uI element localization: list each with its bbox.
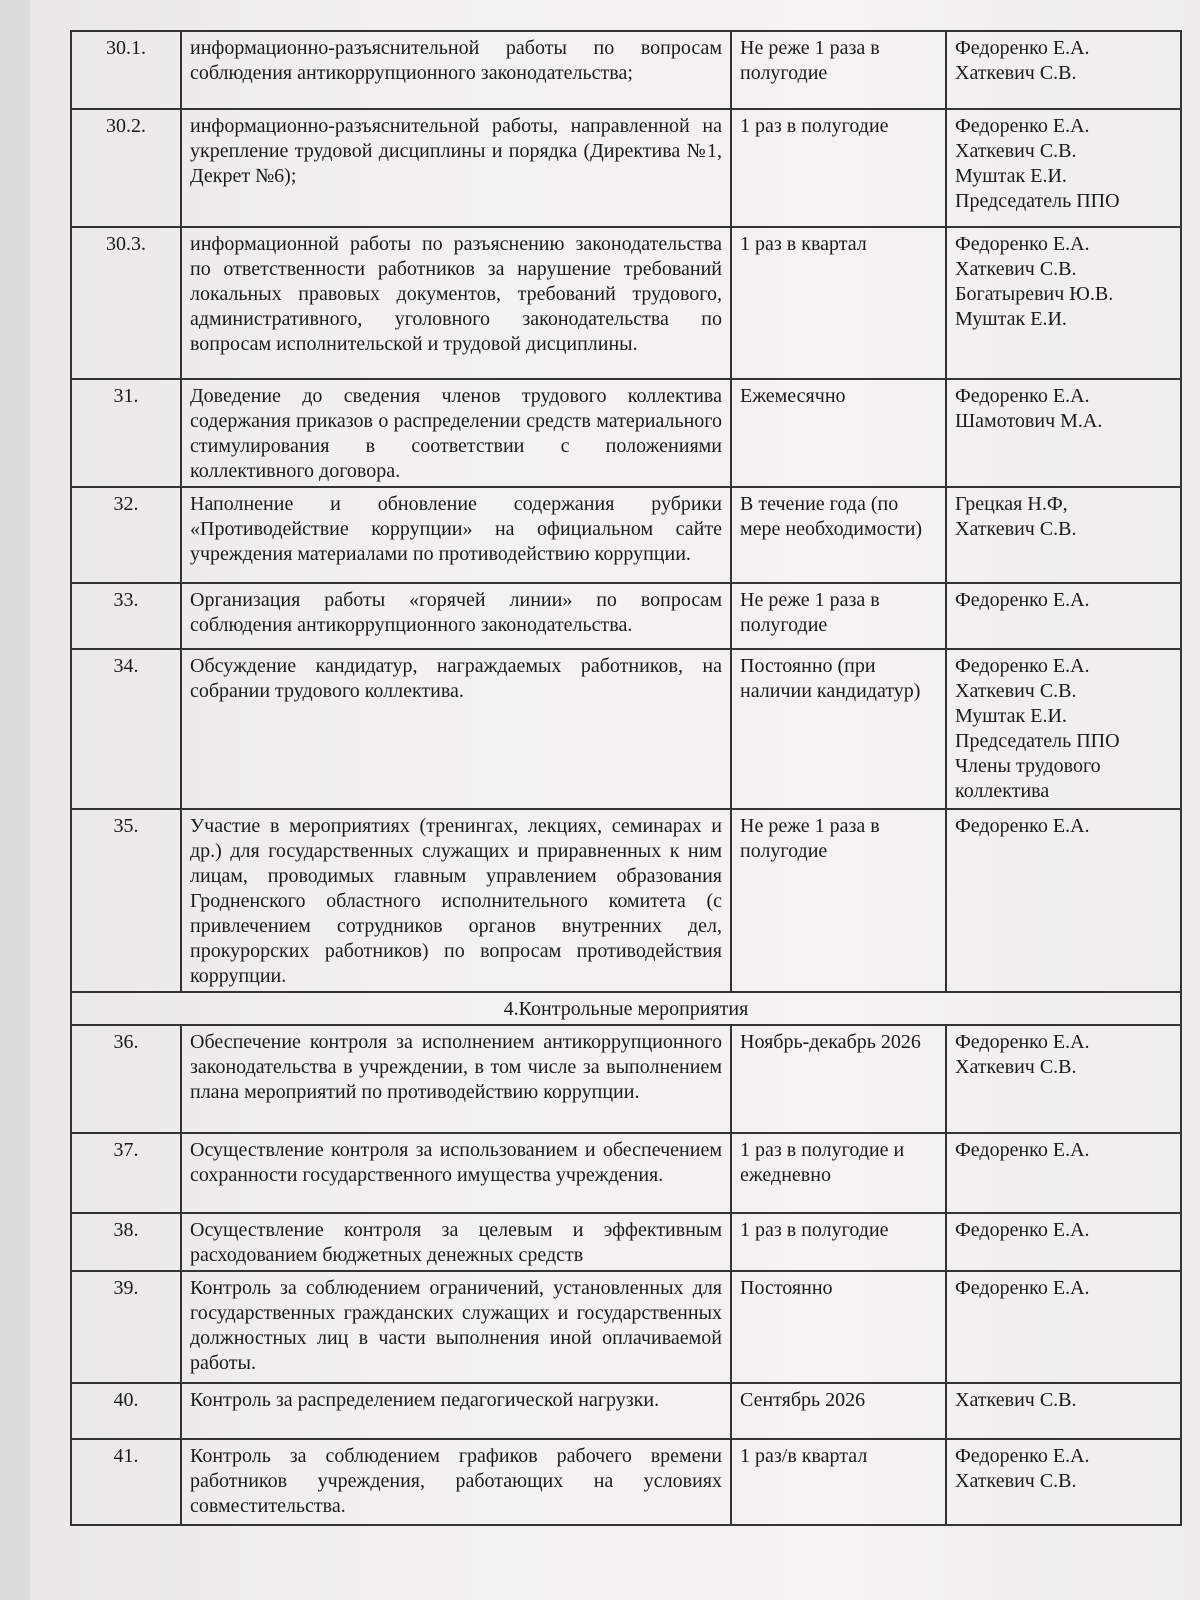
row-responsible: Федоренко Е.А. [946,1271,1181,1383]
row-period: Не реже 1 раза в полугодие [731,583,946,649]
row-number: 38. [71,1213,181,1271]
row-description: информационной работы по разъяснению законодательства по ответственности работников за нарушение требований локальных правовых документов, требований трудового, административного, уголовного законодательства по вопросам исполнительской и трудовой дисциплины. [181,227,731,379]
row-description: информационно-разъяснительной работы, направленной на укрепление трудовой дисциплины и порядка (Директива №1, Декрет №6); [181,109,731,227]
row-period: Постоянно [731,1271,946,1383]
row-period: 1 раз в квартал [731,227,946,379]
row-number: 39. [71,1271,181,1383]
row-responsible: Федоренко Е.А. Шамотович М.А. [946,379,1181,487]
row-description: информационно-разъяснительной работы по вопросам соблюдения антикоррупционного законодательства; [181,31,731,109]
section-title: 4.Контрольные мероприятия [71,992,1181,1025]
row-description: Контроль за распределением педагогической нагрузки. [181,1383,731,1439]
table-row [71,1025,1181,1133]
row-period: Ноябрь-декабрь 2026 [731,1025,946,1133]
row-responsible: Федоренко Е.А. [946,1133,1181,1213]
row-responsible: Федоренко Е.А. Хаткевич С.В. [946,1439,1181,1525]
row-description: Участие в мероприятиях (тренингах, лекциях, семинарах и др.) для государственных служащих и приравненных к ним лицам, проводимых главным управлением образования Гродненского областного исполнительного комитета (с привлечением сотрудников органов внутренних дел, прокурорских работников) по вопросам противодействия коррупции. [181,809,731,992]
row-number: 30.1. [71,31,181,109]
table-row [71,1383,1181,1439]
row-responsible: Федоренко Е.А. [946,1213,1181,1271]
row-period: В течение года (по мере необходимости) [731,487,946,583]
table-row [71,227,1181,379]
table-row [71,1213,1181,1271]
row-period: 1 раз/в квартал [731,1439,946,1525]
row-description: Обсуждение кандидатур, награждаемых работников, на собрании трудового коллектива. [181,649,731,809]
row-responsible: Федоренко Е.А. Хаткевич С.В. Богатыревич Ю.В. Муштак Е.И. [946,227,1181,379]
row-description: Осуществление контроля за целевым и эффективным расходованием бюджетных денежных средств [181,1213,731,1271]
row-period: 1 раз в полугодие [731,109,946,227]
row-responsible: Хаткевич С.В. [946,1383,1181,1439]
row-period: Ежемесячно [731,379,946,487]
row-period: 1 раз в полугодие и ежедневно [731,1133,946,1213]
row-number: 31. [71,379,181,487]
section-row [71,992,1181,1025]
row-responsible: Грецкая Н.Ф, Хаткевич С.В. [946,487,1181,583]
row-number: 30.3. [71,227,181,379]
row-number: 32. [71,487,181,583]
row-description: Доведение до сведения членов трудового коллектива содержания приказов о распределении средств материального стимулирования в соответствии с положениями коллективного договора. [181,379,731,487]
table-row [71,649,1181,809]
row-description: Обеспечение контроля за исполнением антикоррупционного законодательства в учреждении, в том числе за выполнением плана мероприятий по противодействию коррупции. [181,1025,731,1133]
table-row [71,1271,1181,1383]
row-responsible: Федоренко Е.А. Хаткевич С.В. Муштак Е.И. Председатель ППО [946,109,1181,227]
table-row [71,809,1181,992]
row-number: 33. [71,583,181,649]
table-row [71,379,1181,487]
document-page [30,0,1200,1600]
row-number: 30.2. [71,109,181,227]
row-responsible: Федоренко Е.А. [946,583,1181,649]
row-description: Контроль за соблюдением графиков рабочего времени работников учреждения, работающих на условиях совместительства. [181,1439,731,1525]
row-number: 37. [71,1133,181,1213]
row-description: Организация работы «горячей линии» по вопросам соблюдения антикоррупционного законодательства. [181,583,731,649]
table-row [71,1439,1181,1525]
plan-table [70,30,1182,1526]
row-responsible: Федоренко Е.А. Хаткевич С.В. Муштак Е.И. Председатель ППО Члены трудового коллектива [946,649,1181,809]
row-description: Наполнение и обновление содержания рубрики «Противодействие коррупции» на официальном сайте учреждения материалами по противодействию коррупции. [181,487,731,583]
row-number: 34. [71,649,181,809]
row-period: 1 раз в полугодие [731,1213,946,1271]
row-responsible: Федоренко Е.А. Хаткевич С.В. [946,31,1181,109]
row-period: Сентябрь 2026 [731,1383,946,1439]
row-responsible: Федоренко Е.А. [946,809,1181,992]
row-number: 36. [71,1025,181,1133]
row-period: Не реже 1 раза в полугодие [731,809,946,992]
table-row [71,487,1181,583]
row-number: 41. [71,1439,181,1525]
row-description: Осуществление контроля за использованием и обеспечением сохранности государственного имущества учреждения. [181,1133,731,1213]
row-number: 35. [71,809,181,992]
row-period: Постоянно (при наличии кандидатур) [731,649,946,809]
table-row [71,109,1181,227]
row-period: Не реже 1 раза в полугодие [731,31,946,109]
row-description: Контроль за соблюдением ограничений, установленных для государственных гражданских служащих и государственных должностных лиц в части выполнения иной оплачиваемой работы. [181,1271,731,1383]
table-row [71,1133,1181,1213]
table-row [71,31,1181,109]
row-number: 40. [71,1383,181,1439]
table-row [71,583,1181,649]
row-responsible: Федоренко Е.А. Хаткевич С.В. [946,1025,1181,1133]
